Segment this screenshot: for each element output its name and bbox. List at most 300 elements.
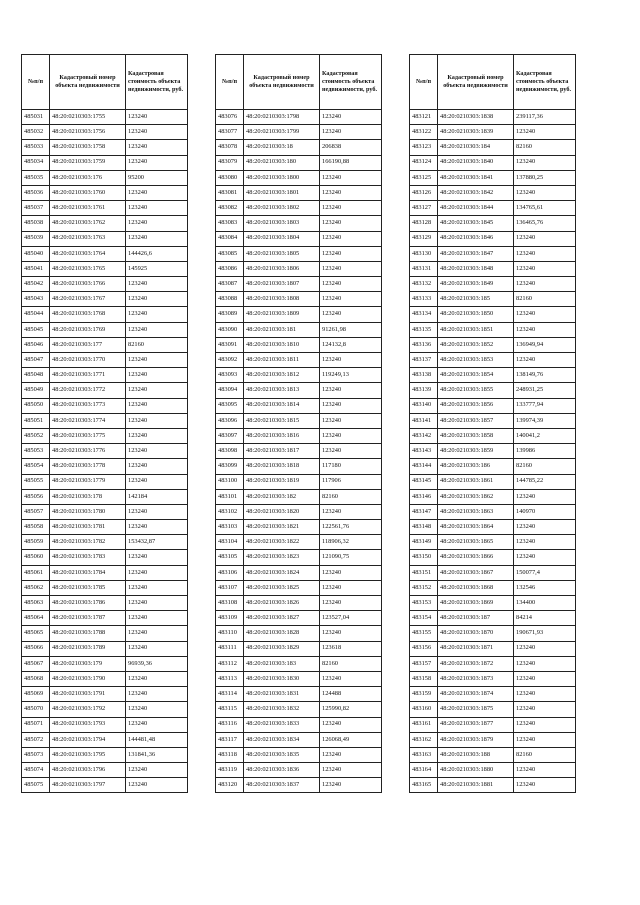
- row-number: 485034: [22, 155, 50, 170]
- row-number: 483100: [216, 474, 244, 489]
- table-row: [410, 368, 576, 383]
- cadastral-cost: 190671,93: [514, 626, 576, 641]
- row-number: 483152: [410, 580, 438, 595]
- row-number: 483107: [216, 580, 244, 595]
- cadastral-cost: 123240: [126, 110, 188, 125]
- cadastral-cost: 123240: [126, 368, 188, 383]
- cadastral-number: 48:20:0210303:1877: [438, 717, 514, 732]
- cadastral-number: 48:20:0210303:1823: [244, 550, 320, 565]
- row-number: 485071: [22, 717, 50, 732]
- header-num: №п/п: [216, 55, 244, 110]
- cadastral-cost: 123240: [320, 170, 382, 185]
- table-row: [216, 565, 382, 580]
- row-number: 485056: [22, 489, 50, 504]
- cadastral-cost: 123240: [126, 641, 188, 656]
- cadastral-cost: 123527,04: [320, 611, 382, 626]
- cadastral-cost: 82160: [514, 459, 576, 474]
- row-number: 483140: [410, 398, 438, 413]
- cadastral-number: 48:20:0210303:1817: [244, 444, 320, 459]
- row-number: 485069: [22, 687, 50, 702]
- cadastral-number: 48:20:0210303:1856: [438, 398, 514, 413]
- table-row: [410, 596, 576, 611]
- table-row: [410, 641, 576, 656]
- row-number: 483127: [410, 201, 438, 216]
- table-row: [216, 413, 382, 428]
- row-number: 485031: [22, 110, 50, 125]
- table-row: [410, 732, 576, 747]
- row-number: 483165: [410, 778, 438, 793]
- cadastral-cost: 248931,25: [514, 383, 576, 398]
- table-row: [22, 596, 188, 611]
- row-number: 483147: [410, 504, 438, 519]
- cadastral-number: 48:20:0210303:1865: [438, 535, 514, 550]
- cadastral-cost: 123240: [320, 201, 382, 216]
- cadastral-cost: 118906,32: [320, 535, 382, 550]
- row-number: 483138: [410, 368, 438, 383]
- row-number: 483133: [410, 292, 438, 307]
- row-number: 483145: [410, 474, 438, 489]
- table-row: [410, 626, 576, 641]
- table-row: [22, 292, 188, 307]
- cadastral-number: 48:20:0210303:1850: [438, 307, 514, 322]
- table-row: [410, 140, 576, 155]
- cadastral-cost: 123240: [126, 307, 188, 322]
- cadastral-number: 48:20:0210303:177: [50, 337, 126, 352]
- table-row: [410, 611, 576, 626]
- cadastral-cost: 123240: [514, 656, 576, 671]
- table-row: [410, 185, 576, 200]
- cadastral-cost: 123240: [320, 231, 382, 246]
- cadastral-cost: 140970: [514, 504, 576, 519]
- row-number: 483128: [410, 216, 438, 231]
- row-number: 483141: [410, 413, 438, 428]
- row-number: 483089: [216, 307, 244, 322]
- table-row: [216, 307, 382, 322]
- cadastral-cost: 123240: [320, 398, 382, 413]
- table-row: [216, 337, 382, 352]
- header-cadastral-cost: Кадастровая стоимость объекта недвижимости, руб.: [320, 55, 382, 110]
- table-row: [216, 444, 382, 459]
- cadastral-number: 48:20:0210303:1798: [244, 110, 320, 125]
- table-row: [22, 246, 188, 261]
- row-number: 483117: [216, 732, 244, 747]
- cadastral-cost: 137880,25: [514, 170, 576, 185]
- table-row: [216, 170, 382, 185]
- table-row: [22, 398, 188, 413]
- cadastral-number: 48:20:0210303:1811: [244, 353, 320, 368]
- cadastral-cost: 91261,98: [320, 322, 382, 337]
- row-number: 485045: [22, 322, 50, 337]
- cadastral-cost: 123240: [126, 413, 188, 428]
- cadastral-cost: 123240: [320, 261, 382, 276]
- cadastral-number: 48:20:0210303:1771: [50, 368, 126, 383]
- cadastral-cost: 123240: [126, 671, 188, 686]
- cadastral-cost: 139974,39: [514, 413, 576, 428]
- table-row: [410, 277, 576, 292]
- table-row: [216, 277, 382, 292]
- row-number: 485054: [22, 459, 50, 474]
- row-number: 483125: [410, 170, 438, 185]
- cadastral-cost: 123240: [126, 155, 188, 170]
- table-row: [410, 474, 576, 489]
- table-row: [22, 155, 188, 170]
- cadastral-cost: 123240: [126, 292, 188, 307]
- cadastral-number: 48:20:0210303:1871: [438, 641, 514, 656]
- cadastral-number: 48:20:0210303:1879: [438, 732, 514, 747]
- cadastral-cost: 123240: [126, 140, 188, 155]
- table-row: [410, 337, 576, 352]
- cadastral-cost: 133777,94: [514, 398, 576, 413]
- table-row: [410, 201, 576, 216]
- table-row: [410, 231, 576, 246]
- row-number: 483132: [410, 277, 438, 292]
- row-number: 483164: [410, 763, 438, 778]
- cadastral-number: 48:20:0210303:1825: [244, 580, 320, 595]
- table-row: [216, 353, 382, 368]
- cadastral-cost: 123240: [126, 444, 188, 459]
- row-number: 483157: [410, 656, 438, 671]
- table-row: [22, 747, 188, 762]
- cadastral-number: 48:20:0210303:182: [244, 489, 320, 504]
- row-number: 485046: [22, 337, 50, 352]
- cadastral-cost: 119249,13: [320, 368, 382, 383]
- table-row: [22, 565, 188, 580]
- cadastral-table-2: [215, 54, 382, 793]
- row-number: 483158: [410, 671, 438, 686]
- cadastral-number: 48:20:0210303:1839: [438, 125, 514, 140]
- table-row: [216, 428, 382, 443]
- row-number: 483155: [410, 626, 438, 641]
- cadastral-number: 48:20:0210303:1767: [50, 292, 126, 307]
- cadastral-number: 48:20:0210303:1776: [50, 444, 126, 459]
- cadastral-number: 48:20:0210303:1801: [244, 185, 320, 200]
- cadastral-cost: 123240: [514, 550, 576, 565]
- header-num: №п/п: [22, 55, 50, 110]
- cadastral-cost: 123240: [514, 520, 576, 535]
- cadastral-cost: 123240: [514, 489, 576, 504]
- cadastral-number: 48:20:0210303:1846: [438, 231, 514, 246]
- cadastral-number: 48:20:0210303:1870: [438, 626, 514, 641]
- cadastral-cost: 123240: [126, 459, 188, 474]
- table-row: [410, 687, 576, 702]
- cadastral-cost: 124132,8: [320, 337, 382, 352]
- table-row: [410, 504, 576, 519]
- cadastral-cost: 123240: [320, 277, 382, 292]
- table-header-row: [216, 55, 382, 110]
- cadastral-number: 48:20:0210303:1842: [438, 185, 514, 200]
- cadastral-number: 48:20:0210303:1858: [438, 428, 514, 443]
- cadastral-cost: 123240: [514, 307, 576, 322]
- row-number: 483149: [410, 535, 438, 550]
- row-number: 483096: [216, 413, 244, 428]
- cadastral-number: 48:20:0210303:1768: [50, 307, 126, 322]
- table-row: [22, 535, 188, 550]
- cadastral-number: 48:20:0210303:185: [438, 292, 514, 307]
- table-row: [216, 717, 382, 732]
- row-number: 483160: [410, 702, 438, 717]
- cadastral-number: 48:20:0210303:1848: [438, 261, 514, 276]
- row-number: 483094: [216, 383, 244, 398]
- cadastral-number: 48:20:0210303:1772: [50, 383, 126, 398]
- cadastral-number: 48:20:0210303:1813: [244, 383, 320, 398]
- cadastral-cost: 123240: [514, 353, 576, 368]
- row-number: 485042: [22, 277, 50, 292]
- cadastral-number: 48:20:0210303:1873: [438, 671, 514, 686]
- cadastral-number: 48:20:0210303:1857: [438, 413, 514, 428]
- cadastral-cost: 153432,87: [126, 535, 188, 550]
- row-number: 483150: [410, 550, 438, 565]
- row-number: 483124: [410, 155, 438, 170]
- cadastral-number: 48:20:0210303:186: [438, 459, 514, 474]
- table-row: [410, 444, 576, 459]
- cadastral-number: 48:20:0210303:18: [244, 140, 320, 155]
- cadastral-number: 48:20:0210303:1835: [244, 747, 320, 762]
- cadastral-cost: 123240: [320, 185, 382, 200]
- table-row: [22, 170, 188, 185]
- table-row: [216, 580, 382, 595]
- cadastral-number: 48:20:0210303:1778: [50, 459, 126, 474]
- cadastral-number: 48:20:0210303:1773: [50, 398, 126, 413]
- table-row: [22, 125, 188, 140]
- cadastral-number: 48:20:0210303:1766: [50, 277, 126, 292]
- cadastral-cost: 123240: [320, 413, 382, 428]
- row-number: 485053: [22, 444, 50, 459]
- row-number: 485036: [22, 185, 50, 200]
- table-row: [216, 261, 382, 276]
- row-number: 485032: [22, 125, 50, 140]
- row-number: 485048: [22, 368, 50, 383]
- row-number: 485058: [22, 520, 50, 535]
- table-row: [216, 125, 382, 140]
- cadastral-cost: 140041,2: [514, 428, 576, 443]
- cadastral-number: 48:20:0210303:1837: [244, 778, 320, 793]
- table-row: [22, 504, 188, 519]
- cadastral-number: 48:20:0210303:1881: [438, 778, 514, 793]
- row-number: 485070: [22, 702, 50, 717]
- table-row: [216, 687, 382, 702]
- table-row: [216, 155, 382, 170]
- table-row: [22, 717, 188, 732]
- row-number: 485041: [22, 261, 50, 276]
- cadastral-cost: 117180: [320, 459, 382, 474]
- cadastral-number: 48:20:0210303:1836: [244, 763, 320, 778]
- table-row: [216, 520, 382, 535]
- row-number: 485061: [22, 565, 50, 580]
- cadastral-number: 48:20:0210303:1805: [244, 246, 320, 261]
- row-number: 483120: [216, 778, 244, 793]
- row-number: 483093: [216, 368, 244, 383]
- row-number: 483103: [216, 520, 244, 535]
- table-row: [22, 641, 188, 656]
- cadastral-number: 48:20:0210303:1841: [438, 170, 514, 185]
- row-number: 483077: [216, 125, 244, 140]
- row-number: 483102: [216, 504, 244, 519]
- row-number: 485047: [22, 353, 50, 368]
- cadastral-number: 48:20:0210303:1755: [50, 110, 126, 125]
- cadastral-number: 48:20:0210303:1791: [50, 687, 126, 702]
- cadastral-cost: 123240: [514, 322, 576, 337]
- row-number: 483101: [216, 489, 244, 504]
- table-row: [216, 322, 382, 337]
- row-number: 483099: [216, 459, 244, 474]
- table-header-row: [410, 55, 576, 110]
- table-row: [410, 413, 576, 428]
- table-row: [410, 702, 576, 717]
- cadastral-cost: 123240: [320, 216, 382, 231]
- cadastral-number: 48:20:0210303:1822: [244, 535, 320, 550]
- row-number: 483143: [410, 444, 438, 459]
- row-number: 485051: [22, 413, 50, 428]
- table-row: [22, 322, 188, 337]
- cadastral-number: 48:20:0210303:1814: [244, 398, 320, 413]
- cadastral-cost: 123240: [126, 626, 188, 641]
- cadastral-number: 48:20:0210303:1815: [244, 413, 320, 428]
- cadastral-number: 48:20:0210303:1788: [50, 626, 126, 641]
- cadastral-number: 48:20:0210303:1864: [438, 520, 514, 535]
- cadastral-cost: 95200: [126, 170, 188, 185]
- cadastral-cost: 139986: [514, 444, 576, 459]
- row-number: 483162: [410, 732, 438, 747]
- row-number: 483080: [216, 170, 244, 185]
- row-number: 483135: [410, 322, 438, 337]
- cadastral-number: 48:20:0210303:1855: [438, 383, 514, 398]
- row-number: 483106: [216, 565, 244, 580]
- row-number: 485057: [22, 504, 50, 519]
- table-row: [410, 565, 576, 580]
- cadastral-number: 48:20:0210303:1789: [50, 641, 126, 656]
- row-number: 483098: [216, 444, 244, 459]
- cadastral-number: 48:20:0210303:1859: [438, 444, 514, 459]
- cadastral-number: 48:20:0210303:1800: [244, 170, 320, 185]
- table-row: [410, 155, 576, 170]
- cadastral-number: 48:20:0210303:1799: [244, 125, 320, 140]
- cadastral-cost: 123240: [320, 717, 382, 732]
- cadastral-cost: 123240: [514, 277, 576, 292]
- cadastral-cost: 123240: [514, 732, 576, 747]
- cadastral-cost: 144785,22: [514, 474, 576, 489]
- cadastral-cost: 82160: [514, 747, 576, 762]
- cadastral-number: 48:20:0210303:1785: [50, 580, 126, 595]
- cadastral-cost: 122561,76: [320, 520, 382, 535]
- row-number: 483097: [216, 428, 244, 443]
- row-number: 485062: [22, 580, 50, 595]
- row-number: 485049: [22, 383, 50, 398]
- cadastral-cost: 123240: [126, 474, 188, 489]
- table-row: [22, 185, 188, 200]
- cadastral-cost: 123618: [320, 641, 382, 656]
- table-row: [410, 383, 576, 398]
- row-number: 483121: [410, 110, 438, 125]
- table-row: [22, 231, 188, 246]
- row-number: 483118: [216, 747, 244, 762]
- row-number: 485065: [22, 626, 50, 641]
- row-number: 483084: [216, 231, 244, 246]
- cadastral-number: 48:20:0210303:1872: [438, 656, 514, 671]
- cadastral-cost: 123240: [320, 353, 382, 368]
- cadastral-number: 48:20:0210303:1869: [438, 596, 514, 611]
- table-row: [216, 747, 382, 762]
- row-number: 483154: [410, 611, 438, 626]
- table-row: [216, 550, 382, 565]
- row-number: 483144: [410, 459, 438, 474]
- table-row: [22, 201, 188, 216]
- table-row: [22, 459, 188, 474]
- row-number: 485073: [22, 747, 50, 762]
- header-cadastral-number: Кадастровый номер объекта недвижимости: [438, 55, 514, 110]
- cadastral-number: 48:20:0210303:1792: [50, 702, 126, 717]
- cadastral-number: 48:20:0210303:1786: [50, 596, 126, 611]
- cadastral-cost: 123240: [126, 504, 188, 519]
- cadastral-cost: 123240: [126, 428, 188, 443]
- cadastral-number: 48:20:0210303:1840: [438, 155, 514, 170]
- cadastral-cost: 123240: [320, 292, 382, 307]
- cadastral-number: 48:20:0210303:183: [244, 656, 320, 671]
- cadastral-number: 48:20:0210303:1847: [438, 246, 514, 261]
- table-row: [410, 656, 576, 671]
- cadastral-cost: 123240: [514, 702, 576, 717]
- table-row: [410, 216, 576, 231]
- row-number: 485037: [22, 201, 50, 216]
- table-row: [216, 778, 382, 793]
- cadastral-number: 48:20:0210303:1863: [438, 504, 514, 519]
- table-row: [22, 626, 188, 641]
- cadastral-cost: 82160: [514, 292, 576, 307]
- table-row: [216, 246, 382, 261]
- table-row: [22, 428, 188, 443]
- row-number: 483110: [216, 626, 244, 641]
- table-row: [22, 261, 188, 276]
- cadastral-cost: 144426,6: [126, 246, 188, 261]
- cadastral-cost: 123240: [514, 231, 576, 246]
- cadastral-cost: 123240: [320, 763, 382, 778]
- row-number: 485038: [22, 216, 50, 231]
- cadastral-cost: 239117,36: [514, 110, 576, 125]
- cadastral-cost: 123240: [320, 596, 382, 611]
- row-number: 483115: [216, 702, 244, 717]
- table-row: [216, 292, 382, 307]
- cadastral-number: 48:20:0210303:1819: [244, 474, 320, 489]
- row-number: 483082: [216, 201, 244, 216]
- table-row: [216, 383, 382, 398]
- cadastral-cost: 123240: [126, 185, 188, 200]
- cadastral-number: 48:20:0210303:1787: [50, 611, 126, 626]
- cadastral-cost: 123240: [320, 125, 382, 140]
- cadastral-number: 48:20:0210303:1820: [244, 504, 320, 519]
- row-number: 485060: [22, 550, 50, 565]
- cadastral-number: 48:20:0210303:1796: [50, 763, 126, 778]
- cadastral-number: 48:20:0210303:1762: [50, 216, 126, 231]
- row-number: 483156: [410, 641, 438, 656]
- cadastral-cost: 123240: [320, 626, 382, 641]
- cadastral-cost: 123240: [126, 353, 188, 368]
- table-row: [216, 459, 382, 474]
- cadastral-cost: 123240: [126, 550, 188, 565]
- cadastral-cost: 136949,94: [514, 337, 576, 352]
- table-row: [216, 140, 382, 155]
- cadastral-number: 48:20:0210303:1862: [438, 489, 514, 504]
- cadastral-number: 48:20:0210303:1782: [50, 535, 126, 550]
- cadastral-number: 48:20:0210303:1812: [244, 368, 320, 383]
- table-row: [410, 428, 576, 443]
- row-number: 485055: [22, 474, 50, 489]
- cadastral-cost: 123240: [320, 747, 382, 762]
- cadastral-cost: 123240: [126, 763, 188, 778]
- cadastral-number: 48:20:0210303:1828: [244, 626, 320, 641]
- cadastral-number: 48:20:0210303:184: [438, 140, 514, 155]
- cadastral-number: 48:20:0210303:1844: [438, 201, 514, 216]
- cadastral-number: 48:20:0210303:1783: [50, 550, 126, 565]
- cadastral-number: 48:20:0210303:1827: [244, 611, 320, 626]
